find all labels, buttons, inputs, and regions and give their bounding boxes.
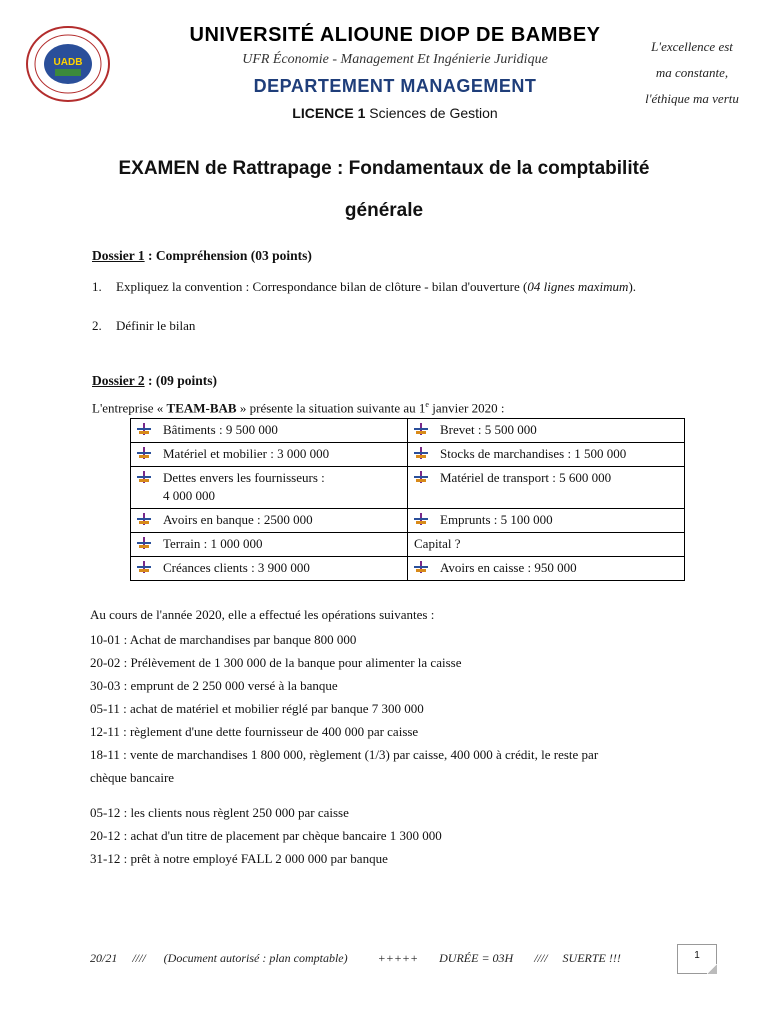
page-footer: 20/21 //// (Document autorisé : plan comptable) +++++ DURÉE = 03H //// SUERTE !!! bbox=[90, 951, 621, 965]
cell-text: Brevet : 5 500 000 bbox=[440, 422, 537, 437]
dossier2-label: Dossier 2 bbox=[92, 373, 145, 388]
dossier1-subtitle: : Compréhension (03 points) bbox=[144, 248, 312, 263]
bullet-icon bbox=[137, 561, 151, 573]
dossier2-intro bbox=[92, 396, 504, 417]
balance-table bbox=[130, 418, 685, 581]
operation-item: 05-12 : les clients nous règlent 250 000 par caisse bbox=[90, 805, 349, 820]
dossier2-heading bbox=[92, 372, 217, 390]
cell-text: Capital ? bbox=[414, 536, 461, 551]
page-fold-icon bbox=[707, 964, 717, 974]
question-text: Définir le bilan bbox=[116, 318, 196, 333]
bullet-icon bbox=[137, 513, 151, 525]
cell-text: Emprunts : 5 100 000 bbox=[440, 512, 553, 527]
intro-sup: e bbox=[425, 400, 429, 409]
cell-text: Avoirs en banque : 2500 000 bbox=[163, 512, 313, 527]
table-cell bbox=[131, 467, 408, 509]
bullet-icon bbox=[137, 447, 151, 459]
university-logo bbox=[25, 25, 111, 103]
department-name: DEPARTEMENT MANAGEMENT bbox=[253, 76, 537, 96]
operation-item: 18-11 : vente de marchandises 1 800 000, règlement (1/3) par caisse, 400 000 à crédit, le reste par bbox=[90, 747, 599, 762]
question-number: 1. bbox=[92, 279, 102, 294]
table-cell bbox=[131, 533, 408, 557]
table-row bbox=[131, 509, 685, 533]
cell-text: Terrain : 1 000 000 bbox=[163, 536, 263, 551]
table-row bbox=[131, 443, 685, 467]
table-cell bbox=[408, 419, 685, 443]
cell-text: 4 000 000 bbox=[163, 488, 215, 503]
bullet-icon bbox=[414, 447, 428, 459]
bullet-icon bbox=[137, 537, 151, 549]
table-cell bbox=[408, 557, 685, 581]
table-cell bbox=[408, 467, 685, 509]
logo-text: UADB bbox=[53, 57, 83, 68]
bullet-icon bbox=[414, 561, 428, 573]
question-1 bbox=[92, 278, 676, 296]
intro-text: L'entreprise « bbox=[92, 400, 167, 416]
dossier1-heading bbox=[92, 247, 312, 265]
bullet-icon bbox=[414, 423, 428, 435]
exam-title bbox=[60, 148, 708, 232]
page-number-text: 1 bbox=[694, 950, 700, 961]
motto-line: ma constante, bbox=[655, 65, 729, 80]
bullet-icon bbox=[414, 471, 428, 483]
table-cell bbox=[131, 509, 408, 533]
bullet-icon bbox=[414, 513, 428, 525]
operation-item: 20-02 : Prélèvement de 1 300 000 de la banque pour alimenter la caisse bbox=[90, 655, 462, 670]
cell-text: Dettes envers les fournisseurs : bbox=[163, 470, 325, 485]
university-name: UNIVERSITÉ ALIOUNE DIOP DE BAMBEY bbox=[189, 24, 601, 46]
table-row bbox=[131, 467, 685, 509]
dossier1-label: Dossier 1 bbox=[92, 248, 145, 263]
table-cell bbox=[408, 443, 685, 467]
table-cell bbox=[131, 443, 408, 467]
table-cell bbox=[408, 533, 685, 557]
operation-item: 31-12 : prêt à notre employé FALL 2 000 000 par banque bbox=[90, 851, 388, 866]
motto-line: L'excellence est bbox=[651, 39, 733, 54]
bullet-icon bbox=[137, 423, 151, 435]
page-number bbox=[677, 944, 717, 974]
operations-list bbox=[90, 631, 690, 792]
question-text-end: ). bbox=[628, 279, 637, 294]
cell-text: Matériel et mobilier : 3 000 000 bbox=[163, 446, 330, 461]
licence-level: LICENCE 1 bbox=[292, 105, 366, 121]
exam-title-line1: EXAMEN de Rattrapage : Fondamentaux de la comptabilité bbox=[118, 158, 650, 179]
question-note: 04 lignes maximum bbox=[527, 279, 629, 294]
licence-program: Sciences de Gestion bbox=[365, 105, 498, 121]
operation-item: 30-03 : emprunt de 2 250 000 versé à la banque bbox=[90, 678, 338, 693]
table-cell bbox=[131, 557, 408, 581]
operation-item: 20-12 : achat d'un titre de placement par chèque bancaire 1 300 000 bbox=[90, 828, 442, 843]
bullet-icon bbox=[137, 471, 151, 483]
operation-item: 10-01 : Achat de marchandises par banque 800 000 bbox=[90, 632, 357, 647]
operations-list-2 bbox=[90, 804, 690, 873]
ufr-name: UFR Économie - Management Et Ingénierie Juridique bbox=[242, 52, 548, 67]
cell-text: Bâtiments : 9 500 000 bbox=[163, 422, 278, 437]
operation-item: 05-11 : achat de matériel et mobilier réglé par banque 7 300 000 bbox=[90, 701, 424, 716]
question-text: Expliquez la convention : Correspondance bilan de clôture - bilan d'ouverture ( bbox=[116, 279, 528, 294]
table-row bbox=[131, 419, 685, 443]
intro-text: » présente la situation suivante au 1 bbox=[236, 400, 426, 416]
licence-line bbox=[150, 105, 640, 121]
motto-line: l'éthique ma vertu bbox=[645, 91, 739, 106]
cell-text: Stocks de marchandises : 1 500 000 bbox=[440, 446, 627, 461]
cell-text: Créances clients : 3 900 000 bbox=[163, 560, 310, 575]
dossier2-subtitle: : (09 points) bbox=[144, 373, 218, 388]
cell-text: Matériel de transport : 5 600 000 bbox=[440, 470, 612, 485]
company-name: TEAM-BAB bbox=[166, 400, 237, 416]
question-number: 2. bbox=[92, 318, 102, 333]
operation-item: 12-11 : règlement d'une dette fournisseur de 400 000 par caisse bbox=[90, 724, 419, 739]
exam-title-line2: générale bbox=[344, 200, 424, 221]
table-row bbox=[131, 533, 685, 557]
table-row bbox=[131, 557, 685, 581]
motto bbox=[632, 34, 752, 112]
operations-intro: Au cours de l'année 2020, elle a effectué les opérations suivantes : bbox=[90, 607, 435, 622]
question-2 bbox=[92, 317, 676, 335]
table-cell bbox=[131, 419, 408, 443]
intro-text: janvier 2020 : bbox=[428, 400, 505, 416]
operation-item: chèque bancaire bbox=[90, 770, 175, 785]
table-cell bbox=[408, 509, 685, 533]
cell-text: Avoirs en caisse : 950 000 bbox=[440, 560, 577, 575]
